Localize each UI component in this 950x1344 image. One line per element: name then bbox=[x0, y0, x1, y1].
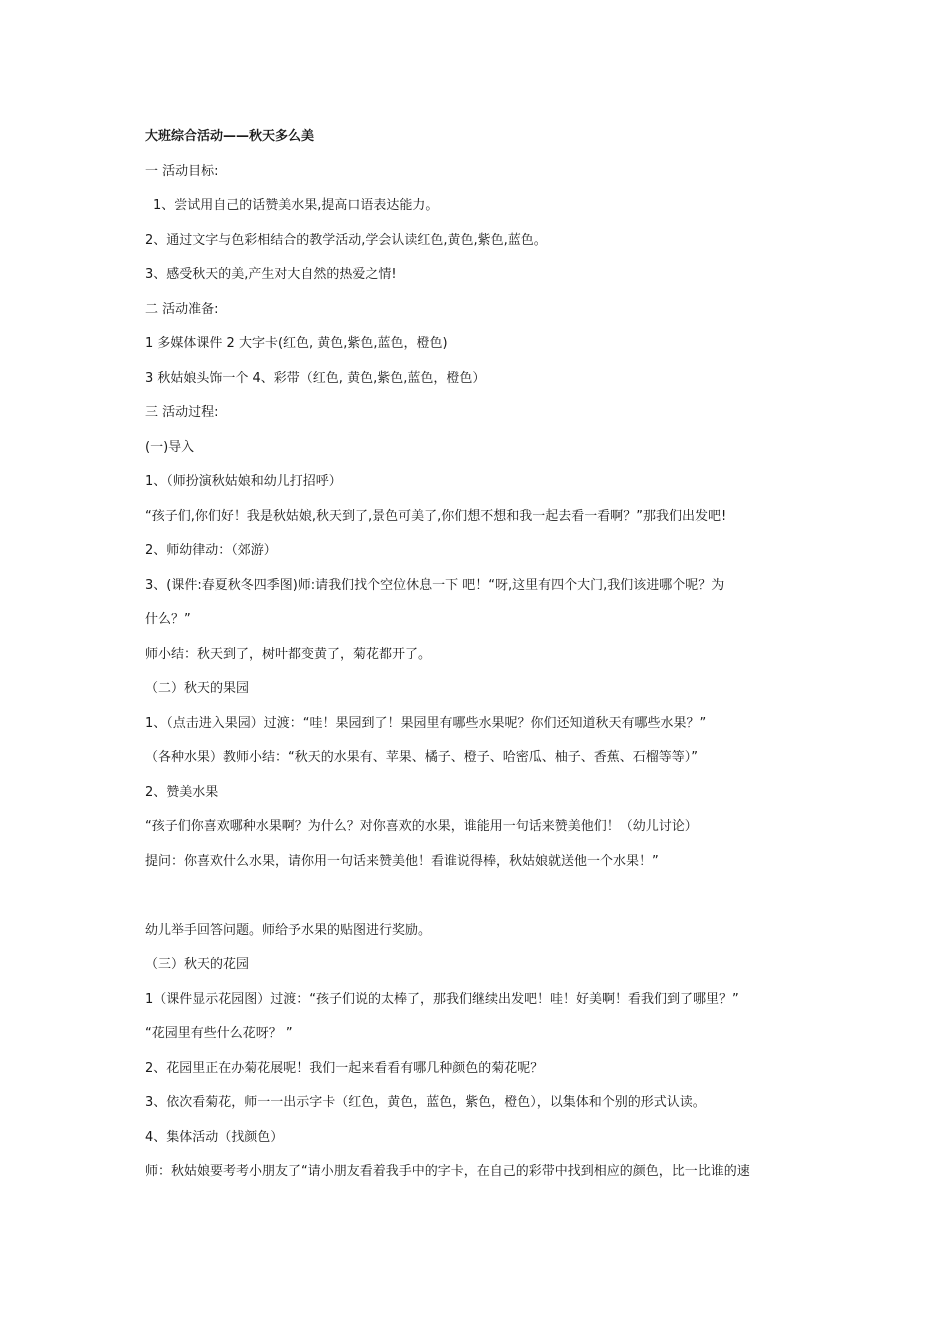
paragraph-line: 4、集体活动（找颜色） bbox=[145, 1129, 284, 1145]
section-heading-goals: 一 活动目标: bbox=[145, 163, 219, 179]
paragraph-line: 1、（点击进入果园）过渡：“哇！果园到了！果园里有哪些水果呢？你们还知道秋天有哪些水果？” bbox=[145, 715, 707, 731]
paragraph-line: 2、赞美水果 bbox=[145, 784, 219, 800]
section-heading-process: 三 活动过程: bbox=[145, 405, 219, 420]
paragraph-line: 师：秋姑娘要考考小朋友了“请小朋友看着我手中的字卡，在自己的彩带中找到相应的颜色，比一比谁的速 bbox=[145, 1164, 750, 1179]
paragraph-line: 3、(课件:春夏秋冬四季图)师:请我们找个空位休息一下 吧！“呀,这里有四个大门,我们该进哪个呢？为 bbox=[145, 577, 725, 593]
goal-item-2: 2、通过文字与色彩相结合的教学活动,学会认读红色,黄色,紫色,蓝色。 bbox=[145, 232, 547, 248]
blank-line bbox=[145, 885, 845, 907]
preparation-item-2: 3 秋姑娘头饰一个 4、彩带（红色, 黄色,紫色,蓝色，橙色） bbox=[145, 370, 486, 386]
paragraph-line: 1、（师扮演秋姑娘和幼儿打招呼） bbox=[145, 474, 342, 489]
paragraph-line: 提问：你喜欢什么水果，请你用一句话来赞美他！看谁说得棒，秋姑娘就送他一个水果！” bbox=[145, 853, 659, 869]
preparation-item-1: 1 多媒体课件 2 大字卡(红色, 黄色,紫色,蓝色，橙色) bbox=[145, 336, 448, 351]
paragraph-line: “花园里有些什么花呀？ ” bbox=[145, 1026, 293, 1041]
paragraph-line: 1（课件显示花园图）过渡：“孩子们说的太棒了，那我们继续出发吧！哇！好美啊！看我们到了哪里？” bbox=[145, 991, 739, 1007]
paragraph-line: 师小结：秋天到了，树叶都变黄了，菊花都开了。 bbox=[145, 646, 432, 662]
paragraph-line: “孩子们你喜欢哪种水果啊？为什么？对你喜欢的水果，谁能用一句话来赞美他们！（幼儿讨论） bbox=[145, 819, 698, 834]
section-heading-preparation: 二 活动准备: bbox=[145, 301, 219, 317]
goal-item-1: 1、尝试用自己的话赞美水果,提高口语表达能力。 bbox=[153, 198, 439, 213]
subsection-garden: （三）秋天的花园 bbox=[145, 957, 250, 972]
document-title: 大班综合活动——秋天多么美 bbox=[145, 129, 315, 144]
paragraph-line: 2、花园里正在办菊花展呢！我们一起来看看有哪几种颜色的菊花呢？ bbox=[145, 1060, 544, 1076]
subsection-orchard: （二）秋天的果园 bbox=[145, 681, 250, 696]
paragraph-line: 幼儿举手回答问题。师给予水果的贴图进行奖励。 bbox=[145, 922, 432, 938]
paragraph-line: 3、依次看菊花，师一一出示字卡（红色，黄色，蓝色，紫色，橙色），以集体和个别的形式认读。 bbox=[145, 1095, 706, 1110]
paragraph-line: “孩子们,你们好！我是秋姑娘,秋天到了,景色可美了,你们想不想和我一起去看一看啊？”那我们出发吧! bbox=[145, 508, 727, 524]
paragraph-line: 什么？” bbox=[145, 612, 191, 627]
goal-item-3: 3、感受秋天的美,产生对大自然的热爱之情! bbox=[145, 267, 397, 282]
document-body bbox=[145, 126, 845, 1196]
paragraph-line: 2、师幼律动：（郊游） bbox=[145, 543, 277, 558]
paragraph-line: （各种水果）教师小结：“秋天的水果有、苹果、橘子、橙子、哈密瓜、柚子、香蕉、石榴等等）” bbox=[145, 750, 698, 765]
subsection-intro: (一)导入 bbox=[145, 439, 195, 455]
